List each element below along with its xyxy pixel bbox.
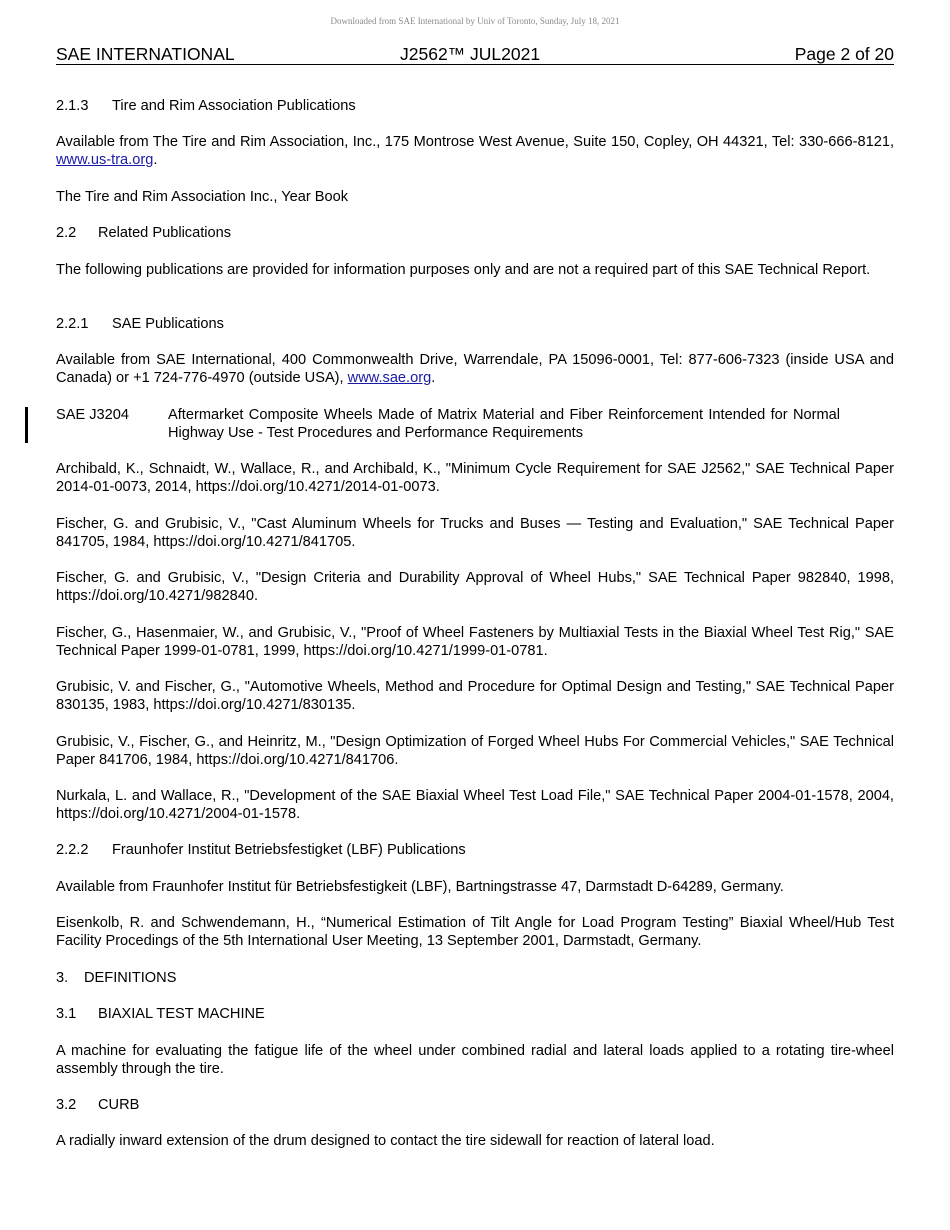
reference-entry: Fischer, G., Hasenmaier, W., and Grubisic, V., "Proof of Wheel Fasteners by Multiaxial Tests in the Biaxial Wheel Test Rig," SAE Technical Paper 1999-01-0781, 1999, https://doi.org/10.4271/1999-01-0781. (56, 625, 894, 659)
definition-curb: A radially inward extension of the drum designed to contact the tire sidewall for reaction of lateral load. (56, 1133, 715, 1149)
heading-title: DEFINITIONS (84, 970, 177, 986)
heading-number: 3.1 (56, 1006, 77, 1022)
tra-availability-paragraph: Available from The Tire and Rim Association, Inc., 175 Montrose West Avenue, Suite 150, Copley, OH 44321, Tel: 330-666-8121, www.us-tra.org. (56, 134, 894, 168)
related-publications-paragraph: The following publications are provided for information purposes only and are not a required part of this SAE Technical Report. (56, 262, 871, 278)
reference-title: Aftermarket Composite Wheels Made of Matrix Material and Fiber Reinforcement Intended for Normal Highway Use - Test Procedures and Performance Requirements (168, 407, 840, 441)
heading-number: 3.2 (56, 1097, 77, 1113)
reference-entry: Grubisic, V. and Fischer, G., "Automotive Wheels, Method and Procedure for Optimal Design and Testing," SAE Technical Paper 830135, 1983, https://doi.org/10.4271/830135. (56, 679, 894, 713)
reference-entry: Eisenkolb, R. and Schwendemann, H., “Numerical Estimation of Tilt Angle for Load Program Testing” Biaxial Wheel/Hub Test Facility Procedings of the 5th International User Meeting, 13 September 2001, Darmstadt, Germany. (56, 915, 894, 949)
header-org: SAE INTERNATIONAL (56, 44, 235, 64)
sae-availability-text: Available from SAE International, 400 Commonwealth Drive, Warrendale, PA 15096-0001, Tel: 877-606-7323 (inside USA and Canada) or +1 724-776-4970 (outside USA), (56, 352, 894, 386)
sae-availability-paragraph: Available from SAE International, 400 Commonwealth Drive, Warrendale, PA 15096-0001, Tel: 877-606-7323 (inside USA and Canada) or +1 724-776-4970 (outside USA), www.sae.org. (56, 352, 894, 386)
heading-3-2 (56, 1096, 894, 1114)
tra-website-link[interactable]: www.us-tra.org (56, 152, 154, 168)
heading-number: 2.2 (56, 225, 77, 241)
reference-id: SAE J3204 (56, 407, 130, 423)
heading-2-1-3 (56, 97, 894, 115)
header-doc-id: J2562™ JUL2021 (400, 44, 541, 64)
heading-number: 2.2.2 (56, 842, 89, 858)
lbf-availability-paragraph: Available from Fraunhofer Institut für Betriebsfestigkeit (LBF), Bartningstrasse 47, Darmstadt D-64289, Germany. (56, 879, 784, 895)
revision-change-bar (25, 407, 28, 443)
heading-number: 2.2.1 (56, 316, 89, 332)
heading-title: CURB (98, 1097, 140, 1113)
heading-title: SAE Publications (112, 316, 224, 332)
heading-number: 3. (56, 970, 69, 986)
heading-2-2-1 (56, 315, 894, 333)
heading-title: Tire and Rim Association Publications (112, 98, 356, 114)
sae-website-link[interactable]: www.sae.org (347, 370, 432, 386)
heading-2-2 (56, 224, 894, 242)
reference-entry: Nurkala, L. and Wallace, R., "Development of the SAE Biaxial Wheel Test Load File," SAE Technical Paper 2004-01-1578, 2004, https://doi.org/10.4271/2004-01-1578. (56, 788, 894, 822)
heading-3-1 (56, 1005, 894, 1023)
heading-title: Related Publications (98, 225, 232, 241)
reference-entry: Fischer, G. and Grubisic, V., "Design Criteria and Durability Approval of Wheel Hubs," SAE Technical Paper 982840, 1998, https://doi.org/10.4271/982840. (56, 570, 894, 604)
heading-title: Fraunhofer Institut Betriebsfestigket (LBF) Publications (112, 842, 466, 858)
reference-sae-j3204 (56, 406, 894, 442)
heading-title: BIAXIAL TEST MACHINE (98, 1006, 265, 1022)
definition-biaxial-test-machine: A machine for evaluating the fatigue life of the wheel under combined radial and lateral loads applied to a rotating tire-wheel assembly through the tire. (56, 1043, 894, 1077)
heading-2-2-2 (56, 841, 894, 859)
header-page-number: Page 2 of 20 (794, 44, 894, 64)
tra-yearbook: The Tire and Rim Association Inc., Year Book (56, 189, 349, 205)
download-watermark: Downloaded from SAE International by Univ of Toronto, Sunday, July 18, 2021 (330, 16, 620, 26)
reference-entry: Fischer, G. and Grubisic, V., "Cast Aluminum Wheels for Trucks and Buses — Testing and Evaluation," SAE Technical Paper 841705, 1984, https://doi.org/10.4271/841705. (56, 516, 894, 550)
page-header (56, 44, 894, 65)
heading-3 (56, 969, 894, 987)
heading-number: 2.1.3 (56, 98, 89, 114)
reference-entry: Grubisic, V., Fischer, G., and Heinritz, M., "Design Optimization of Forged Wheel Hubs For Commercial Vehicles," SAE Technical Paper 841706, 1984, https://doi.org/10.4271/841706. (56, 734, 894, 768)
reference-entry: Archibald, K., Schnaidt, W., Wallace, R., and Archibald, K., "Minimum Cycle Requirement for SAE J2562," SAE Technical Paper 2014-01-0073, 2014, https://doi.org/10.4271/2014-01-0073. (56, 461, 894, 495)
tra-availability-text: Available from The Tire and Rim Association, Inc., 175 Montrose West Avenue, Suite 150, Copley, OH 44321, Tel: 330-666-8121, (56, 134, 894, 150)
